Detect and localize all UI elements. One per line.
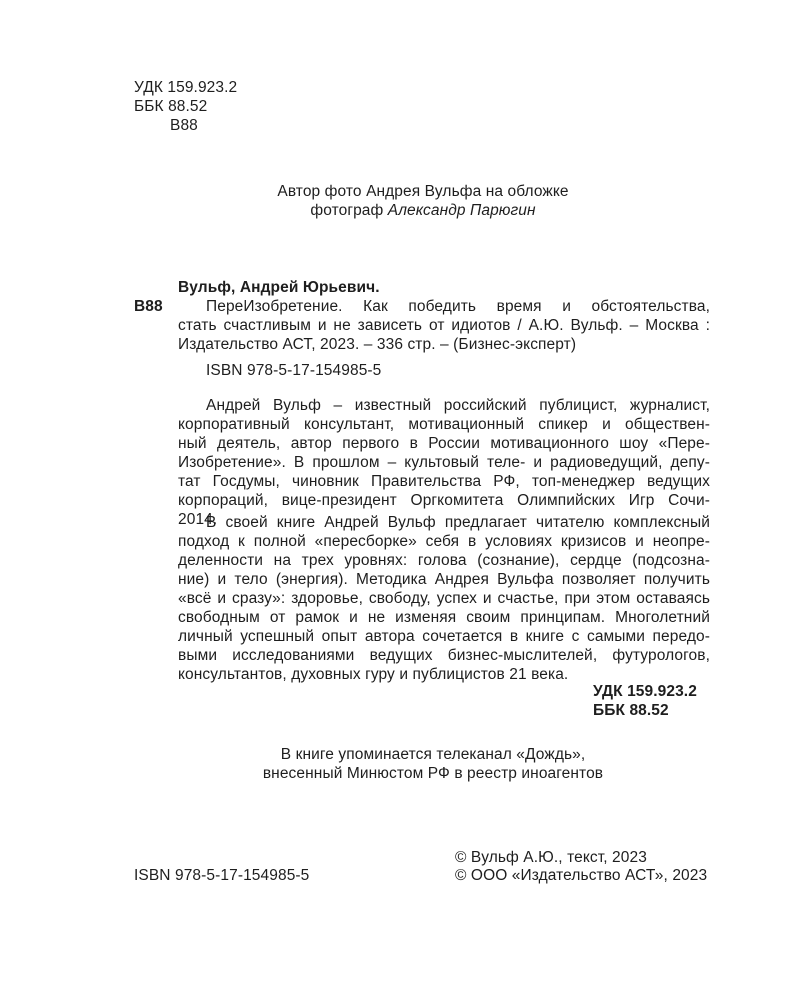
header-bbk: ББК 88.52 <box>134 98 208 115</box>
annotation-line: тат Госдумы, чиновник Правительства РФ, топ-менеджер ведущих <box>178 473 710 490</box>
annotation-line: консультантов, духовных гуру и публицистов 21 века. <box>178 666 569 683</box>
catalog-title-line: Издательство АСТ, 2023. – 336 стр. – (Бизнес-эксперт) <box>178 336 577 353</box>
annotation-line: подход к полной «пересборке» себя в условиях кризисов и неопре- <box>178 533 710 550</box>
header-udk: УДК 159.923.2 <box>134 79 238 96</box>
annotation-line: В своей книге Андрей Вульф предлагает читателю комплексный <box>206 514 710 531</box>
annotation-line: 2014. <box>178 511 218 528</box>
footer-isbn: ISBN 978-5-17-154985-5 <box>134 867 310 884</box>
copyright-publisher: © ООО «Издательство АСТ», 2023 <box>455 867 708 884</box>
classification-udk: УДК 159.923.2 <box>593 683 697 700</box>
annotation-line: ный деятель, автор первого в России мотивационного шоу «Пере- <box>178 435 710 452</box>
photo-credit-line1: Автор фото Андрея Вульфа на обложке <box>277 183 569 200</box>
annotation-line: «всё и сразу»: здоровье, свободу, успех и счастье, при этом оставаясь <box>178 590 710 607</box>
annotation-paragraph-2 <box>178 513 710 684</box>
annotation-line: Изобретение». В прошлом – культовый теле- и радиоведущий, депу- <box>178 454 710 471</box>
catalog-title-line: стать счастливым и не зависеть от идиотов / А.Ю. Вульф. – Москва : <box>178 317 710 334</box>
catalog-mark: В88 <box>134 298 163 315</box>
catalog-title-block <box>178 297 710 354</box>
header-author-mark: В88 <box>170 117 198 134</box>
photographer-name: Александр Парюгин <box>387 202 536 219</box>
copyright-text: © Вульф А.Ю., текст, 2023 <box>455 849 647 866</box>
annotation-line: свободным от рамок и не изменяя своим принципам. Многолетний <box>178 609 710 626</box>
annotation-paragraph-1 <box>178 396 710 529</box>
annotation-line: ние) и тело (энергия). Методика Андрея Вульфа позволяет получить <box>178 571 710 588</box>
annotation-line: корпоративный консультант, мотивационный спикер и обществен- <box>178 416 710 433</box>
photo-credit-prefix: фотограф <box>310 202 388 219</box>
catalog-isbn: ISBN 978-5-17-154985-5 <box>206 362 382 379</box>
annotation-line: деленности на трех уровнях: голова (сознание), сердце (подсозна- <box>178 552 710 569</box>
catalog-author: Вульф, Андрей Юрьевич. <box>178 279 380 296</box>
annotation-line: Андрей Вульф – известный российский публицист, журналист, <box>206 397 710 414</box>
annotation-line: личный успешный опыт автора сочетается в книге с самыми передо- <box>178 628 710 645</box>
photo-credit-line2 <box>0 201 800 220</box>
classification-bbk: ББК 88.52 <box>593 702 669 719</box>
notice-line1: В книге упоминается телеканал «Дождь», <box>280 746 586 763</box>
annotation-line: выми исследованиями ведущих бизнес-мыслителей, футурологов, <box>178 647 710 664</box>
catalog-title-line: ПереИзобретение. Как победить время и обстоятельства, <box>206 298 710 315</box>
annotation-line: корпораций, вице-президент Оргкомитета Олимпийских Игр Сочи- <box>178 492 710 509</box>
notice-line2: внесенный Минюстом РФ в реестр иноагентов <box>262 765 604 782</box>
